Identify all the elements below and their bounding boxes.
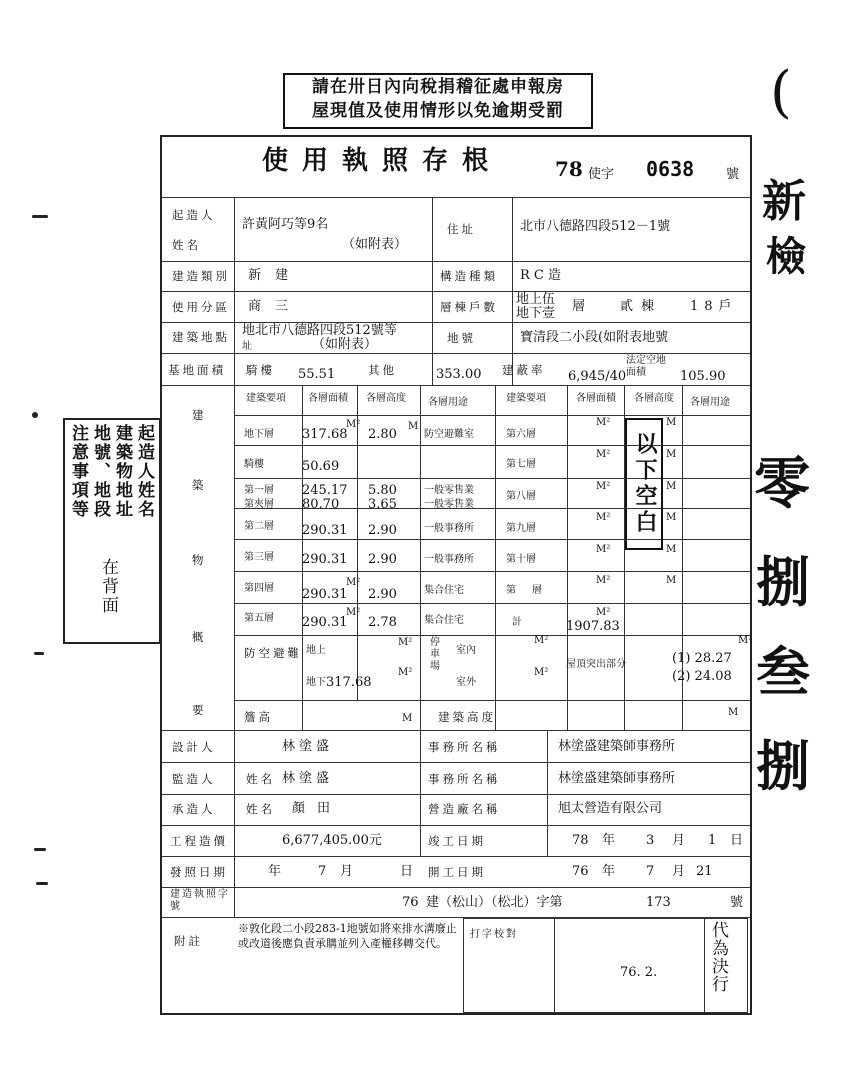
rule [234,635,750,636]
completion-month: 3 [646,833,655,848]
floor-item: 第二層 [244,521,274,532]
label-eave: 簷高 [244,710,273,724]
issue-yue: 月 [340,864,354,879]
rule [162,291,750,292]
build-type-value: 新建 [248,268,303,283]
margin-char-4: 捌 [756,550,810,614]
label-applicant: 起造人 [172,208,216,222]
floor-item: 第五層 [244,613,274,624]
unit-m2: M² [346,607,361,618]
floor-item: 第一層 [244,485,274,496]
punch-mark [36,882,48,885]
label-structure: 構造種類 [440,269,498,283]
label-other: 其他 [368,363,397,377]
decision-stamp: 代為決行 [708,921,728,993]
completion-ri: 日 [730,833,744,848]
floor-area: 290.31 [302,615,348,630]
rule [234,603,750,604]
label-issue-date: 發照日期 [170,865,228,879]
rule [704,919,705,1012]
th-height: 各層高度 [366,393,406,404]
unit-m2: M² [534,667,549,678]
permit-hao: 號 [726,167,740,182]
unit-m: M [666,512,677,523]
floor-height: 2.78 [368,615,397,630]
rule [162,887,750,888]
label-legal-open: 法定空地面積 [626,355,666,378]
rule [234,700,750,701]
unit-m2: M² [596,544,611,555]
rule [512,197,513,385]
rule [547,730,548,856]
label-remarks: 附註 [174,934,203,948]
side-note-box [63,418,161,644]
punch-mark [32,412,38,418]
rule [162,197,750,198]
rule [162,794,750,795]
floors-hu: 18戶 [690,299,738,314]
form-title: 使用執照存根 [262,146,503,176]
floor-use: 防空避難室 [424,429,474,440]
unit-m: M [408,421,419,432]
floor-use: 一般零售業 [424,485,474,496]
land-value: 寶清段二小段(如附表地號 [520,330,669,345]
tax-notice-line1: 請在卅日內向稅捐稽征處申報房 [312,77,564,97]
side-note-col3: 地號、地段 [90,424,110,519]
unit-m2: M² [398,637,413,648]
permit-number: 0638 [646,157,695,181]
unit-m2: M² [346,577,361,588]
margin-char-1: 新 [762,176,806,227]
col-label-object: 物 [192,553,207,567]
floor-height: 3.65 [368,497,397,512]
floor-use: 集合住宅 [424,585,464,596]
side-note-col4: 注意事項等 [68,424,88,519]
designer-name: 林塗盛 [282,739,334,754]
rule [162,261,750,262]
applicant-address: 北市八德路四段512－1號 [520,219,671,234]
zoning-value: 商三 [248,299,303,314]
right-floor-item: 第十層 [506,554,536,565]
label-bldg-height: 建築高度 [438,710,496,724]
shelter-underground: 317.68 [326,675,372,690]
floor-area: 290.31 [302,523,348,538]
label-underground: 地下 [306,677,326,688]
label-build-type: 建造類別 [172,269,230,283]
rule [234,539,750,540]
label-permit-no: 建造執照字號 [170,889,230,912]
stamp-date: 76. 2. [620,965,658,980]
floors-below: 地下壹 [516,306,556,321]
label-office-name: 事務所名稱 [428,772,501,786]
floors-dong: 貳棟 [620,299,663,314]
label-office-name: 事務所名稱 [428,740,501,754]
th-use-2: 各層用途 [690,397,730,408]
margin-char-3: 零 [754,451,810,517]
punch-mark [34,652,44,655]
label-completion: 竣工日期 [428,834,486,848]
label-start-date: 開工日期 [428,865,486,879]
tax-notice-stamp [283,73,593,129]
rule [420,385,421,730]
supervisor-office: 林塗盛建築師事務所 [558,771,676,786]
rule [162,730,750,731]
rule [234,445,750,446]
rule [495,385,496,730]
blank-below-stamp: 以下空白 [625,418,663,550]
punch-mark [34,848,46,851]
issue-month: 7 [318,864,327,879]
th-height-2: 各層高度 [634,393,674,404]
structure-value: R C 造 [520,268,561,283]
start-yue: 月 [672,864,686,879]
floor-height: 2.90 [368,587,397,602]
unit-m: M [666,544,677,555]
floor-height: 2.90 [368,552,397,567]
unit-m: M [402,713,413,724]
side-note-col1: 起造人姓名 [134,424,154,519]
floor-use: 一般事務所 [424,554,474,565]
start-month: 7 [646,864,655,879]
rule [420,730,421,856]
base-other: 353.00 [436,367,482,382]
rule [162,856,750,857]
permit-year: 78 [555,157,583,181]
margin-char-5: 叁 [756,640,810,704]
unit-m: M [666,481,677,492]
rule [234,197,235,917]
roof-value-1: (1) 28.27 [672,651,732,666]
base-arcade: 55.51 [298,367,336,382]
label-base-area: 基地面積 [168,363,226,377]
label-indoor: 室內 [456,645,476,656]
col-label-outline: 概 [192,630,207,644]
label-site-address-sub: 址 [242,341,252,352]
roof-value-2: (2) 24.08 [672,669,732,684]
floor-use: 集合住宅 [424,615,464,626]
right-floor-item: 第六層 [506,429,536,440]
unit-m: M [728,707,739,718]
punch-mark [32,215,48,218]
unit-m2: M² [596,512,611,523]
floor-item: 第三層 [244,552,274,563]
unit-m2: M² [596,481,611,492]
permit-no: 173 [646,895,671,910]
floor-area: 290.31 [302,552,348,567]
label-designer: 設計人 [172,740,216,754]
site-note: （如附表） [312,337,378,352]
margin-char-2: 檢 [766,233,806,280]
unit-m2: M² [346,419,361,430]
label-zoning: 使用分區 [172,300,230,314]
contractor-firm: 旭太營造有限公司 [558,801,663,816]
floor-item: 第夾層 [244,499,274,510]
floor-height: 2.80 [368,427,397,442]
applicant-name-note: （如附表） [342,237,408,252]
unit-m2: M² [596,417,611,428]
start-year: 76 [572,864,589,879]
floor-use: 一般事務所 [424,523,474,534]
floors-ceng: 層 [572,299,586,314]
col-label-building: 建 [192,408,207,422]
margin-char-6: 捌 [756,734,810,798]
unit-m2: M² [596,575,611,586]
unit-m2: M² [738,635,753,646]
start-nian: 年 [602,864,616,879]
tax-notice-line2: 屋現值及使用情形以免逾期受罰 [312,101,564,121]
supervisor-name: 林塗盛 [282,771,334,786]
label-cost: 工程造價 [170,834,228,848]
floor-item: 地下層 [244,429,274,440]
total-area: 1907.83 [566,619,620,634]
designer-office: 林塗盛建築師事務所 [558,739,676,754]
label-parking: 停車場 [430,637,440,672]
th-item-2: 建築要項 [506,393,546,404]
label-arcade: 騎樓 [246,363,275,377]
th-area-2: 各層面積 [576,393,616,404]
completion-yue: 月 [672,833,686,848]
permit-hao-2: 號 [730,895,744,910]
right-floor-item: 第層 [506,585,558,596]
approval-stamp-box [463,918,748,1013]
col-label-item: 要 [192,703,207,717]
label-coverage: 建蔽率 [502,363,546,377]
total-label: 計 [512,617,522,628]
label-shelter: 防空避難 [244,646,302,660]
floor-use: 一般零售業 [424,499,474,510]
label-site-address: 建築地點 [172,330,230,344]
label-firm-name: 營造廠名稱 [428,802,501,816]
typed-check-label: 打字校對 [470,929,518,940]
issue-ri: 日 [400,864,414,879]
cost-value: 6,677,405.00元 [282,833,382,848]
right-floor-item: 第九層 [506,523,536,534]
side-note-col5: 在背面 [98,558,118,615]
unit-m2: M² [596,449,611,460]
unit-m2: M² [398,667,413,678]
label-floors-units: 層棟戶數 [440,300,498,314]
completion-nian: 年 [602,833,616,848]
label-supervisor-name: 姓名 [246,772,275,786]
permit-form [160,135,752,1015]
rule [162,825,750,826]
issue-nian: 年 [268,864,282,879]
floor-area: 317.68 [302,427,348,442]
col-label-structure: 築 [192,478,207,492]
site-address: 地北市八德路四段512號等 [242,323,397,338]
label-land-no: 地號 [447,331,476,345]
floor-height: 5.80 [368,483,397,498]
label-contractor-name: 姓名 [246,802,275,816]
rule [162,385,750,386]
label-contractor: 承造人 [172,802,216,816]
th-use: 各層用途 [428,397,468,408]
label-outdoor: 室外 [456,677,476,688]
floor-item: 第四層 [244,583,274,594]
unit-m: M [666,417,677,428]
rule [432,197,433,385]
rule [234,571,750,572]
right-floor-item: 第八層 [506,491,536,502]
contractor-name: 顏田 [292,801,343,816]
unit-m2: M² [596,607,611,618]
label-roof-area: 屋頂突出部分 [566,659,626,670]
label-name: 姓名 [172,238,201,252]
permit-zi: 使字 [588,167,615,182]
completion-year: 78 [572,833,589,848]
right-floor-item: 第七層 [506,459,536,470]
applicant-name: 許黃阿巧等9名 [242,217,329,232]
base-open: 105.90 [680,369,726,384]
rule [567,385,568,730]
start-day: 21 [696,864,713,879]
th-area: 各層面積 [308,393,348,404]
floor-area: 245.17 [302,483,348,498]
label-address: 住址 [447,222,476,236]
side-note-col2: 建築物地址 [112,424,132,519]
rule [554,919,555,1012]
remarks-text: ※敦化段二小段283-1地號如將來排水溝廢止或改道後應負責承購並列入產權移轉交代。 [238,922,457,950]
floor-area: 80.70 [302,497,340,512]
floor-item: 騎樓 [244,459,264,470]
label-supervisor: 監造人 [172,772,216,786]
unit-m: M [666,449,677,460]
margin-bracket-mark: ( [770,60,792,125]
label-ground: 地上 [306,645,326,656]
unit-m: M [666,575,677,586]
floors-above: 地上伍 [516,292,556,307]
floor-area: 50.69 [302,459,340,474]
floor-height: 2.90 [368,523,397,538]
rule [162,762,750,763]
floor-area: 290.31 [302,587,348,602]
permit-year-2: 76 [402,895,419,910]
base-coverage: 6,945/40 [568,369,627,384]
th-item: 建築要項 [246,393,286,404]
unit-m2: M² [534,635,549,646]
permit-text: 建（松山）（松北）字第 [426,895,563,910]
completion-day: 1 [708,833,717,848]
